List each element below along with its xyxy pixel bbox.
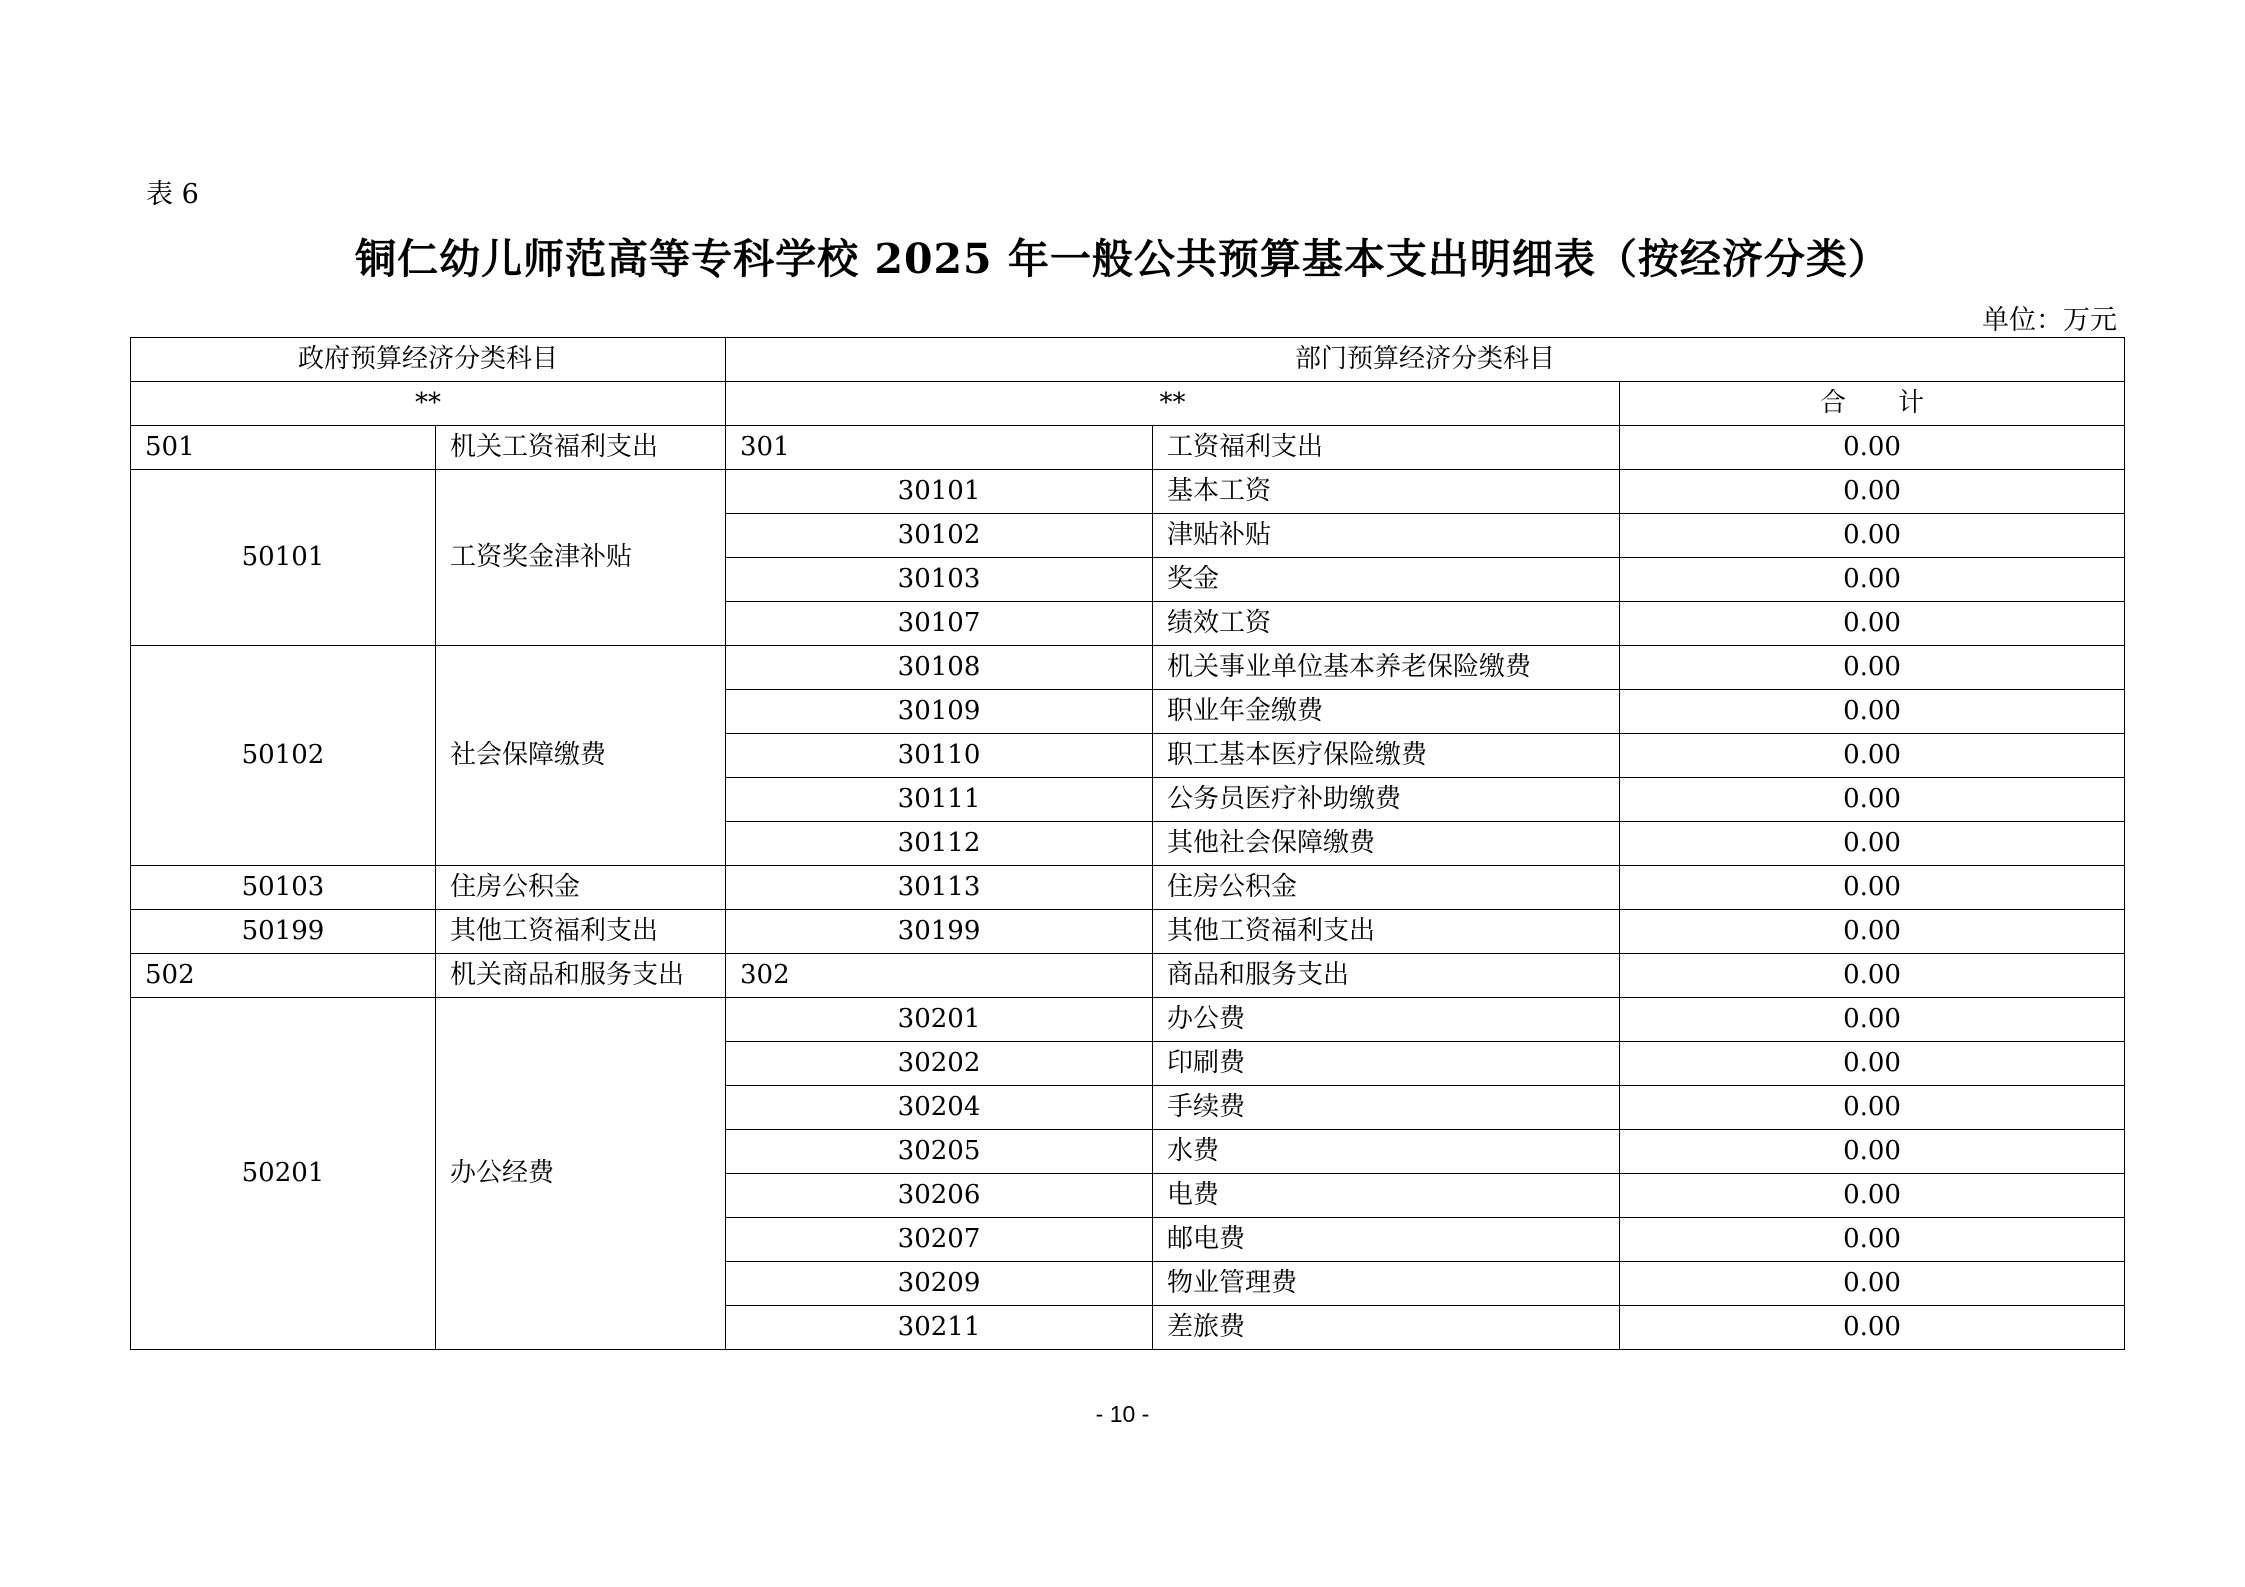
amount: 0.00	[1620, 734, 2125, 778]
gov-name: 办公经费	[436, 998, 726, 1350]
amount: 0.00	[1620, 1086, 2125, 1130]
gov-name: 机关工资福利支出	[436, 426, 726, 470]
amount: 0.00	[1620, 1130, 2125, 1174]
amount: 0.00	[1620, 646, 2125, 690]
amount: 0.00	[1620, 954, 2125, 998]
dept-name: 公务员医疗补助缴费	[1153, 778, 1620, 822]
table-row	[131, 646, 2125, 690]
table-row	[131, 426, 2125, 470]
dept-code: 30112	[726, 822, 1153, 866]
gov-code: 502	[131, 954, 436, 998]
gov-code: 50101	[131, 470, 436, 646]
page-number: - 10 -	[1095, 1401, 1150, 1427]
gov-name: 工资奖金津补贴	[436, 470, 726, 646]
dept-name: 其他工资福利支出	[1153, 910, 1620, 954]
amount: 0.00	[1620, 1174, 2125, 1218]
dept-code: 30207	[726, 1218, 1153, 1262]
dept-code: 30202	[726, 1042, 1153, 1086]
dept-name: 基本工资	[1153, 470, 1620, 514]
amount: 0.00	[1620, 866, 2125, 910]
amount: 0.00	[1620, 514, 2125, 558]
amount: 0.00	[1620, 778, 2125, 822]
dept-name: 住房公积金	[1153, 866, 1620, 910]
dept-name: 奖金	[1153, 558, 1620, 602]
table-label: 表 6	[146, 179, 199, 210]
dept-code: 30102	[726, 514, 1153, 558]
header-gov-mark: **	[131, 382, 726, 426]
table-row	[131, 998, 2125, 1042]
amount: 0.00	[1620, 910, 2125, 954]
amount: 0.00	[1620, 822, 2125, 866]
table-row	[131, 954, 2125, 998]
header-row-sub	[131, 382, 2125, 426]
dept-name: 物业管理费	[1153, 1262, 1620, 1306]
amount: 0.00	[1620, 470, 2125, 514]
dept-name: 印刷费	[1153, 1042, 1620, 1086]
dept-name: 津贴补贴	[1153, 514, 1620, 558]
dept-code: 30109	[726, 690, 1153, 734]
gov-code: 501	[131, 426, 436, 470]
header-total: 合 计	[1620, 382, 2125, 426]
header-row-group	[131, 338, 2125, 382]
amount: 0.00	[1620, 1262, 2125, 1306]
amount: 0.00	[1620, 998, 2125, 1042]
budget-table	[130, 337, 2125, 1350]
dept-code: 30205	[726, 1130, 1153, 1174]
dept-name: 机关事业单位基本养老保险缴费	[1153, 646, 1620, 690]
header-dept-group: 部门预算经济分类科目	[726, 338, 2125, 382]
dept-name: 差旅费	[1153, 1306, 1620, 1350]
dept-code: 30110	[726, 734, 1153, 778]
dept-name: 商品和服务支出	[1153, 954, 1620, 998]
amount: 0.00	[1620, 690, 2125, 734]
dept-name: 办公费	[1153, 998, 1620, 1042]
dept-code: 30201	[726, 998, 1153, 1042]
gov-code: 50201	[131, 998, 436, 1350]
dept-code: 30107	[726, 602, 1153, 646]
dept-name: 职工基本医疗保险缴费	[1153, 734, 1620, 778]
gov-name: 住房公积金	[436, 866, 726, 910]
dept-code: 302	[726, 954, 1153, 998]
dept-code: 30204	[726, 1086, 1153, 1130]
amount: 0.00	[1620, 602, 2125, 646]
dept-name: 电费	[1153, 1174, 1620, 1218]
gov-name: 机关商品和服务支出	[436, 954, 726, 998]
dept-code: 301	[726, 426, 1153, 470]
dept-name: 水费	[1153, 1130, 1620, 1174]
dept-name: 其他社会保障缴费	[1153, 822, 1620, 866]
page-title: 铜仁幼儿师范高等专科学校 2025 年一般公共预算基本支出明细表（按经济分类）	[355, 235, 1890, 283]
amount: 0.00	[1620, 1218, 2125, 1262]
table-row	[131, 910, 2125, 954]
dept-code: 30111	[726, 778, 1153, 822]
dept-name: 手续费	[1153, 1086, 1620, 1130]
dept-name: 绩效工资	[1153, 602, 1620, 646]
dept-name: 工资福利支出	[1153, 426, 1620, 470]
gov-name: 其他工资福利支出	[436, 910, 726, 954]
table-row	[131, 866, 2125, 910]
dept-code: 30113	[726, 866, 1153, 910]
table-row	[131, 470, 2125, 514]
dept-code: 30209	[726, 1262, 1153, 1306]
dept-code: 30103	[726, 558, 1153, 602]
gov-code: 50199	[131, 910, 436, 954]
unit-label: 单位：万元	[1982, 305, 2117, 336]
amount: 0.00	[1620, 558, 2125, 602]
amount: 0.00	[1620, 1306, 2125, 1350]
gov-code: 50103	[131, 866, 436, 910]
header-dept-mark: **	[726, 382, 1620, 426]
dept-code: 30211	[726, 1306, 1153, 1350]
gov-name: 社会保障缴费	[436, 646, 726, 866]
header-gov-group: 政府预算经济分类科目	[131, 338, 726, 382]
dept-code: 30101	[726, 470, 1153, 514]
dept-name: 职业年金缴费	[1153, 690, 1620, 734]
gov-code: 50102	[131, 646, 436, 866]
dept-code: 30199	[726, 910, 1153, 954]
dept-code: 30108	[726, 646, 1153, 690]
dept-code: 30206	[726, 1174, 1153, 1218]
amount: 0.00	[1620, 426, 2125, 470]
amount: 0.00	[1620, 1042, 2125, 1086]
dept-name: 邮电费	[1153, 1218, 1620, 1262]
